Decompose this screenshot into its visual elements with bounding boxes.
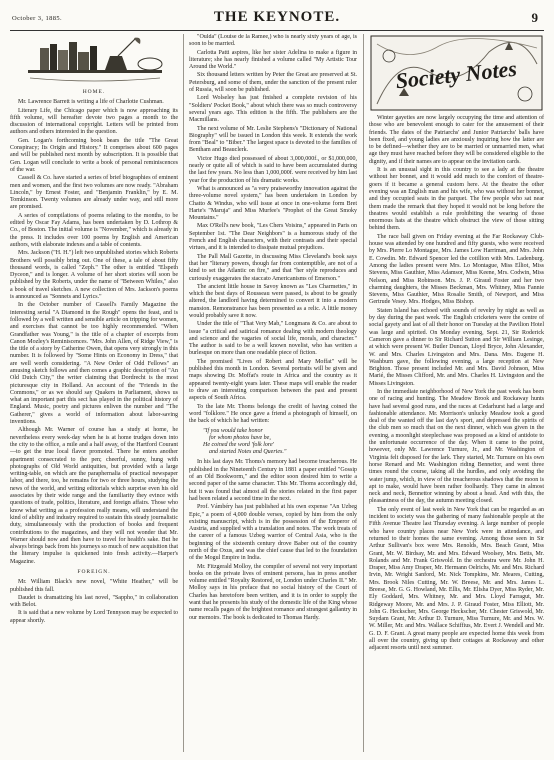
books-and-inkwell-illustration xyxy=(10,34,178,86)
news-paragraph: The Pall Mall Gazette, in discussing Miss Cleveland's book says that her "literary powers, though far from contemptible, are not of a kind to set the Atlantic on fire," and that "her style reproduces and curiously exaggerates the staccato Americanisms of Emerson." xyxy=(189,253,357,282)
news-paragraph: Mrs. Jackson ("H. H.") left two unpublished stories which Roberts Brothers will possibly bring out. One of these, a tale of about fifty thousand words, is called "Zeph." The other is entitled "Elspeth Dyceon," and is longer. A volume of her short stories will soon be published by the Roberts, under the name of "Between Whiles," also a book of travel sketches. A new collection of Mrs. Jackson's poems is announced as "Sonnets and Lyrics." xyxy=(10,250,178,301)
news-paragraph: A series of compilations of poems relating to the months, to be edited by Oscar Fay Adams, has been undertaken by D. Lothrop & Co., of Boston. The initial volume is "November," which is already in the press. It includes over 100 poems by English and American authors, with elaborate indexes and a table of contents. xyxy=(10,212,178,248)
column-rule xyxy=(363,34,364,752)
news-paragraph: It is said that a new volume by Lord Tennyson may be expected to appear shortly. xyxy=(10,610,178,624)
news-paragraph: Staten Island has echoed with sounds of revelry by night as well as by day during the past week. The English cricketers were the centre of social gayety and last of all their honor on Tuesday at the Pavilion Hotel was large and spirited. On Monday evening, Sept. 21, Sir Roderick Cameron gave a dinner to Sir Richard Sutton and Sir William Lesinge, at which were present W. Butler Duncan, Lloyd Bryce, John Alexander, W. and Mrs. Charles Livingston and Mrs. Dana. Mrs. Eugene H. Washburn gave, the following evening, a large reception at New Brighton. Those present included Mr. and Mrs. David Johnson, Miss Marié, the Misses Clifford, Mr. and Mrs. Charles H. Livingston and the Misses Livingston. xyxy=(369,307,544,387)
news-paragraph: Lord Wolseley has just finished a complete revision of his "Soldiers' Pocket Book," about which there was so much controversy several years ago. This edition is the fifth. The publishers are the Macmillans. xyxy=(189,95,357,124)
section-heading-home: HOME. xyxy=(82,89,106,95)
news-paragraph: Under the title of "That Very Mab," Longmans & Co. are about to issue "a critical and satirical romance dealing with modern theology and science and the vagaries of social life, morals, and character." The author is said to be a well known novelist, who has written a burlesque on more than one readable piece of fiction. xyxy=(189,321,357,357)
column-literary-notes xyxy=(10,34,178,758)
news-paragraph: The promised "Lives of Robert and Mary Moffat" will be published this month in London. Several portraits will be given and maps showing Dr. Moffat's route in Africa and the country as it appeared twenty-eight years later. These maps will enable the reader to draw an interesting comparison between the past and present aspects of South Africa. xyxy=(189,358,357,402)
page-header xyxy=(10,8,544,31)
news-paragraph: Prof. Vámbéry has just published at his own expense "An Uzbeg Epic," a poem of 4,000 double verses, copied by him from the only existing manuscript, which is in the possession of the Emperor of Austria, and supplied with a translation and notes. The work treats of the career of a famous Uzbeg warrior of Central Asia, who is the beginning of the sixteenth century drove Baber out of the country north of the Oxus, and was the chief cause that led to the foundation of the Mogul Empire in India. xyxy=(189,504,357,562)
banner-lettering: Society Notes xyxy=(394,55,518,94)
news-paragraph: Literary Life, the Chicago paper which is now approaching its fifth volume, will hereafter devote two pages a month to the discussion of international copyright. Letters will be printed from authors and others interested in the question. xyxy=(10,107,178,136)
verse-line: He coined the word 'folk lore' xyxy=(203,442,274,449)
page-number: 9 xyxy=(531,10,538,25)
verse-line: "If you would take honor xyxy=(203,428,263,435)
news-paragraph: The only event of last week in New York that can be regarded as an incident to society was the gathering of many fashionable people at the Fifth Avenue Theatre last Thursday evening. A large number of people who have country places near New York were in attendance, and returned to their homes the same evening. Among those seen in Sir Arthur Sullivan's box were Mrs. Renolds, Mrs. Beach Grant, Miss Grant, Mr. W. Birdsay, Mr. and Mrs. Edward Woolsey, Mrs. Betts, Mr. Rolands and Mr. Frank Griswold. In the orchestra were Mr. John H. Draper, Miss Amy Draper, Mr. Hermann Oelrichs, Mr. and Mrs. Richard Irvin, Mr. Wright Sanford, Mr. Nick Tompkins, Mr. Meares, Cutting, Mrs. Brook Niles Cutting, Mr. W. Breese, Mr. and Mrs. James L. Breese, Mr. G. G. Howland, Mr. Ellis, Mr. Elisha Dyer, Miss Ryder, Mr. Ely Goddard, Mrs. Whitney, Mr. and Mrs. Lloyd Farragut, Mr. Ridgeway Moore, Mr. and Mrs. J. P. Giraud Foster, Miss Elliott, Mr. John G. Heckscher, Mrs. George Heckscher, Mr. Chester Griswold, Mr. Suydam Grant, Mr. Arthur D. Turnure, Miss Turnure, Mr. and Mrs. W. W. Miller, Mr. and Mrs. Wallace Schiffius, Mr. Evert J. Wendell and Mr. G. D. F. Grant. A great many people are expected home this week from all over the country, giving up their cottages at Rockaway and other adjacent resorts until next summer. xyxy=(369,506,544,652)
news-paragraph: Mr. Lawrence Barrett is writing a life of Charlotte Cushman. xyxy=(18,99,164,106)
news-paragraph: Daudet is dramatizing his last novel, "Sappho," in collaboration with Belot. xyxy=(10,594,178,609)
news-paragraph: Winter gayeties are now largely occupying the time and attention of those who are benevolent enough to cater for the amusement of their friends. The dates of the Patriarchs' and Junior Patriarchs' balls have been fixed, and young ladies are anxiously inquiring how the latter are to be defined—whether they are to be married or unmarried men, what age they must have reached before they will be considered eligible to the dignity, and if their names are to appear on the invitation cards. xyxy=(369,115,544,165)
news-paragraph: The next volume of Mr. Leslie Stephens's "Dictionary of National Biography" will be issued in London this week. It extends the work from "Beal" to "Biber." The largest space is devoted to the families of Bentham and Beauclerk. xyxy=(189,125,357,154)
news-paragraph: What is announced as "a very praiseworthy innovation against the three-volume novel system," has been undertaken in London by Chatto & Windus, who will issue at once in one-volume form Bret Harte's "Maruja" and Miss Murfee's "Prophet of the Great Smoky Mountains." xyxy=(189,185,357,222)
news-paragraph: The race ball given on Friday evening at the Far Rockaway Club-house was attended by one hundred and fifty guests, who were received by Mrs. Pierre Lo Montague, Mrs. James Low Harriman, and Mrs. John E. Cowdin. Mr. Edward Spencer led the cotillion with Mrs. Ladenburg. Among the ladies present were Mrs. Lo Montague, Miss Elliot, Miss Stevens, Miss Gauthier, Miss Adamsor, Miss Keene, Mrs. Codwin, Miss Nelson, and Miss Robinson. Mrs. J. P. Giraud Foster and her two charming daughters, the Misses Beckman, Mrs. Whitney, Miss Fannie Stevens, Miss Gauthier, Miss Rosalie Smith, of Newport, and Miss Gertrude Vesey. Mrs. Hodges, Miss Bishop. xyxy=(369,233,544,306)
news-paragraph: Max O'Rell's new book, "Les Chers Voisins," appeared in Paris on September 1st. "The Dear Neighbors" is a humorous study of the French and English characters, with their contrasts and their special virtues, and it is intended to dissipate mutual prejudices. xyxy=(189,223,357,252)
decorative-illustration xyxy=(10,34,178,86)
news-paragraph: Although Mr. Warner of course has a study at home, he nevertheless every week-day when he is at home trudges down into the city to the office, a mile and a half away, of the Hartford Courant—to get the true local flavor promoted. There he enters another apartment consecrated to the pen; cheerful, sunny, hung with photographs of Old World antiquities, but provided with a large writing-table, on which are the paraphernalia of practical newspaper labor, and there, too, he remains for two or three hours, studying the news of the world, and writing editorials which surprise even his old associates by their wide range and the familiarity they evince with questions of trade, politics, literature, and foreign affairs. Those who know what writing as a profession really means, will understand the kind of ability and industry required to sustain this steady journalistic duty, simultaneously with the production of books and frequent contributions to the magazines, and they will not wonder that Mr. Warner should now and then have to travel for health's sake. But he always brings back from his journeys so much of new acquisition that the literary impulse is quickened into fresh activity.—Harper's Magazine. xyxy=(10,427,178,565)
news-paragraph: Mr. William Black's new novel, "White Heather," will be published this fall. xyxy=(10,579,178,593)
society-notes-banner-art xyxy=(369,34,544,112)
news-paragraph: To the late Mr. Thoms belongs the credit of having coined the word "folklore." He once gave a friend a photograph of himself, on the back of which he had written: xyxy=(189,403,357,425)
column-literary-notes-continued xyxy=(189,34,357,758)
quoted-verse xyxy=(203,428,357,456)
news-paragraph: "Oulda" (Louise de la Ramee,) who is nearly sixty years of age, is soon to be married. xyxy=(189,34,357,48)
news-paragraph: Cassell & Co. have started a series of brief biographies of eminent men and women, and the first two volumes are now ready. "Abraham Lincoln," by Ernest Foster, and "Benjamin Franklin," by E. M. Tomkinson. Twenty volumes are already under way, and still more are promised. xyxy=(10,175,178,211)
issue-date: October 3, 1885. xyxy=(12,15,63,22)
news-paragraph: Gen. Logan's forthcoming book bears the title "The Great Conspiracy; Its Origin and History." It comprises about 600 pages and will be published next month by subscription. It is possible that Gen. Logan will conclude to write a book of personal reminiscences of the war. xyxy=(10,137,178,173)
article-columns xyxy=(10,34,544,758)
masthead-title: THE KEYNOTE. xyxy=(213,9,341,25)
column-society-notes xyxy=(369,34,544,758)
verse-line: for whom photos have be, xyxy=(209,435,271,442)
news-paragraph: The ancient little house in Savoy known as "Les Charmettes," in which the best days of Rousseau were passed, is about to be greatly altered, the landlord having determined to convert it into a modern mansion. Remonstrance has been presented as a relic. A little money would probably save it now. xyxy=(189,283,357,319)
news-paragraph: Victor Hugo died possessed of about 3,000,000f., or $1,000,000, nearly or quite all of which is said to have been accumulated during the last few years. No less than 1,000,000f. were received by him last year for the production of his dramatic works. xyxy=(189,155,357,184)
verse-line: and started Notes and Queries." xyxy=(209,449,287,456)
news-paragraph: In the immediate neighborhood of New York the past week has been one of racing and hunting. The Meadow Brook and Rockaway hunts have had several good runs, and the races at Cedarhurst had a large and fashionable attendance. Mr. Morrison's unlucky Meadow took a good deal of the wanted off the last day's sport, and depressed the spirits of the club men so much that on the next dinner, which was given in the evening, a moonlight steeplechase was proposed as a kind of antidote to the unfortunate occurrence of the day. When it came to the point, however, only Mr. Lawrence Turnure, Jr., and Mr. Washington of Virginia felt disposed for the lark. They started, Mr. Turnure on his own horse Renard and Mr. Washington riding Bennettor, and went three times round the course, taking all the hurdles, and only avoiding the water jump, which, in view of the treacherous shadows that the moon is apt to make, would have been rather foolhardy. They came in almost neck and neck, Bennettor winning by about a head. And with this, the pleasantness of the day, the autumn meeting closed. xyxy=(369,388,544,505)
society-notes-banner xyxy=(369,34,544,112)
news-paragraph: It is an unusual sight in this country to see a lady at the theatre without her bonnet, and it would add much to the comfort of theatre-goers if it became a general custom here. At the theatre the other evening was an English man and his wife, who was without her bonnet, and they occupied seats in the parquet. The few people who sat near them made the remark that they hoped it would not be long before the theatres would establish a rule prohibiting the wearing of those enormous hats at the theatre which obstruct the view of those sitting behind them. xyxy=(369,167,544,232)
news-paragraph: Mr. Fitzgerald Molloy, the compiler of several not very important books on the private lives of eminent persons, has in press another volume entitled "Royalty Restored, or, London under Charles II." Mr. Molloy says in his preface that no social history of the Court of Charles has heretofore been written, and it is in order to supply the want that he presents his study of the domestic life of the King whose name recalls pages of the brightest romance and strangest gallantry in our memoirs. The book is dedicated to Thomas Hardy. xyxy=(189,563,357,621)
column-rule xyxy=(183,34,184,752)
news-paragraph: Carlotta Patti aspires, like her sister Adelina to make a figure in literature; she has nearly finished a volume called "My Artistic Tour Around the World." xyxy=(189,49,357,71)
news-paragraph: In his last days Mr. Thoms's memory had become treacherous. He published in the Nineteenth Century in 1881 a paper entitled "Gossip of an Old Bookworm," and the editor soon desired him to write a second paper of the same character. This Mr. Thoms accordingly did, but it was found that almost all the stories related in the first paper had been related a second time in the next. xyxy=(189,459,357,502)
news-paragraph: Six thousand letters written by Peter the Great are preserved at St. Petersburg, and some of them, under the sanction of the present ruler of Russia, will soon be published. xyxy=(189,72,357,94)
news-paragraph: In the October number of Cassell's Family Magazine the interesting serial "A Diamond in the Rough" opens the feast, and is followed by a well written and sensible article on tripping for women, and exercises that cannot be too highly recommended. "When Grandfather was Young," is the title of a chapter of excerpts from Canon Mozley's Reminiscences. "Mrs. John Allen, of Ridge View," is the title of a story by Catherine Owen, that opens very strongly in this number. It is followed by "Some Hints on Economy in Dress," that are well worth considering. "A New Order of Odd Fellows" an amusing sketch follows and then comes a graphic description of "An Old Dutch City," the writer claiming that Dordrecht is the most picturesque city in Holland. An account of the "Friends in the Commons," or as we should say Quakers in Parliament, shows us what an important part this sect has played in the political history of England. Music, poetry and pictures enliven the number and "The Gatherer," gives a world of information about labor-saving inventions. xyxy=(10,302,178,426)
section-heading-foreign: FOREIGN. xyxy=(77,569,111,575)
